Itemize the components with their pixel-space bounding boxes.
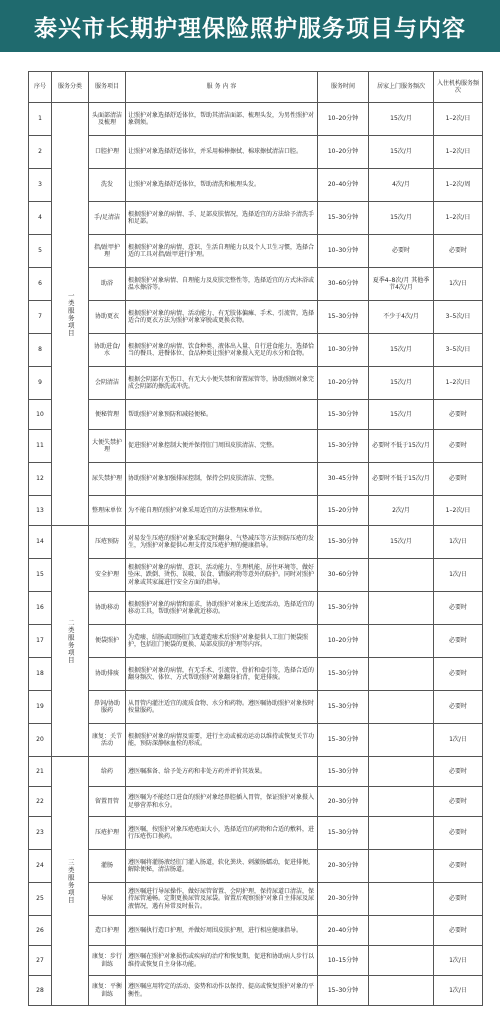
institution-frequency: 3–5次/日: [434, 334, 483, 367]
table-row: [29, 400, 483, 430]
row-number: 10: [29, 400, 52, 430]
row-number: 14: [29, 526, 52, 559]
institution-frequency: 必要时: [434, 430, 483, 463]
service-item: 导尿: [89, 883, 126, 916]
category-cell: 二类服务项目: [52, 526, 89, 757]
service-time: 15–30分钟: [318, 976, 369, 1006]
row-number: 2: [29, 136, 52, 169]
table-row: [29, 559, 483, 592]
table-row: [29, 592, 483, 625]
service-content: 遵医嘱将灌肠液经肛门灌入肠道，软化粪块、刺激肠蠕动，促进排便，解除便秘，清洁肠道。: [126, 850, 318, 883]
service-item: 协助排痰: [89, 658, 126, 691]
table-row: [29, 430, 483, 463]
table-row: [29, 103, 483, 136]
service-item: 协助进食/水: [89, 334, 126, 367]
service-item: 协助更衣: [89, 301, 126, 334]
institution-frequency: 1次/日: [434, 946, 483, 976]
service-time: 30–45分钟: [318, 463, 369, 496]
home-frequency: [369, 787, 434, 817]
service-time: 20–30分钟: [318, 850, 369, 883]
service-item: 康复：平衡训练: [89, 976, 126, 1006]
category-cell: 三类服务项目: [52, 757, 89, 1006]
home-frequency: 15次/月: [369, 202, 434, 235]
service-time: 20–40分钟: [318, 916, 369, 946]
institution-frequency: 必要时: [434, 625, 483, 658]
service-item: 助浴: [89, 268, 126, 301]
service-content: 根据照护对象病情、自理能力及皮肤完整性等，选择适宜的方式沐浴或温水擦浴等。: [126, 268, 318, 301]
service-time: 15–30分钟: [318, 400, 369, 430]
table-row: [29, 883, 483, 916]
home-frequency: [369, 592, 434, 625]
institution-frequency: 必要时: [434, 463, 483, 496]
service-item: 压疮护理: [89, 817, 126, 850]
table-header-row: [29, 72, 483, 103]
service-time: 10–20分钟: [318, 136, 369, 169]
table-row: [29, 916, 483, 946]
service-item: 指/趾甲护理: [89, 235, 126, 268]
institution-frequency: 1次/日: [434, 268, 483, 301]
table-row: [29, 235, 483, 268]
service-content: 根据照护对象的病情、饮食种类、液体出入量、自行进食能力，选择恰当的餐具、进餐体位、食品种类让照护对象摄入充足的水分和食物。: [126, 334, 318, 367]
home-frequency: [369, 850, 434, 883]
service-item: 给药: [89, 757, 126, 787]
service-content: 从胃管内灌注适宜的流质食物、水分和药物。遵医嘱协助照护对象按时按量服药。: [126, 691, 318, 724]
institution-frequency: 1–2次/日: [434, 496, 483, 526]
service-content: 根据照护对象的病情、手、足部皮肤情况，选择适宜的方法给予清洗手和足部。: [126, 202, 318, 235]
institution-frequency: 1–2次/日: [434, 367, 483, 400]
institution-frequency: 必要时: [434, 916, 483, 946]
table-row: [29, 946, 483, 976]
table-row: [29, 136, 483, 169]
service-item: 安全护理: [89, 559, 126, 592]
table-row: [29, 787, 483, 817]
table-row: [29, 202, 483, 235]
row-number: 6: [29, 268, 52, 301]
service-item: 整理床单位: [89, 496, 126, 526]
row-number: 15: [29, 559, 52, 592]
service-content: 根据会阴部有无伤口、有无大小便失禁和留置尿管等，协助照顾对象完成会阴部的擦洗或冲洗。: [126, 367, 318, 400]
table-row: [29, 850, 483, 883]
service-content: 根据照护对象的病情、意识、活动能力、生理机能、居住环境等，做好坠床、跌倒、烫伤、误吸、误食、错服药物等意外的防护。同时对照护对象或其家属进行安全方面的指导。: [126, 559, 318, 592]
service-content: 协助照护对象加强排尿控制，保持会阴皮肤清洁、完整。: [126, 463, 318, 496]
table-row: [29, 463, 483, 496]
home-frequency: 4次/月: [369, 169, 434, 202]
service-item: 鼻饲/协助服药: [89, 691, 126, 724]
table-row: [29, 817, 483, 850]
service-item: 尿失禁护理: [89, 463, 126, 496]
service-content: 遵医嘱应用特定的活动、姿势和动作以保持、提高或恢复照护对象的平衡性。: [126, 976, 318, 1006]
table-row: [29, 526, 483, 559]
institution-frequency: 1次/日: [434, 526, 483, 559]
row-number: 16: [29, 592, 52, 625]
institution-frequency: 1次/日: [434, 724, 483, 757]
service-item: 灌肠: [89, 850, 126, 883]
row-number: 27: [29, 946, 52, 976]
institution-frequency: 必要时: [434, 757, 483, 787]
institution-frequency: 1–2次/周: [434, 169, 483, 202]
institution-frequency: 必要时: [434, 658, 483, 691]
home-frequency: 15次/月: [369, 136, 434, 169]
service-time: 30–60分钟: [318, 268, 369, 301]
home-frequency: 必要时: [369, 235, 434, 268]
home-frequency: 必要时不低于15次/月: [369, 463, 434, 496]
service-content: 根据照护对象的病情及需要，进行主动或被动运动以维持或恢复关节功能，预防深静脉血栓的形成。: [126, 724, 318, 757]
service-content: 根据照护对象的病情，有无手术、引流管、骨折和牵引等，选择合适的翻身频次、体位、方式帮助照护对象翻身拍背，促进排痰。: [126, 658, 318, 691]
service-item: 康复：步行训练: [89, 946, 126, 976]
institution-frequency: 必要时: [434, 850, 483, 883]
service-content: 为造瘘、结肠或回肠肛门改道造瘘术后照护对象提供人工肛门便袋照护，包括肛门便袋的更换、局部皮肤的护理等内容。: [126, 625, 318, 658]
row-number: 24: [29, 850, 52, 883]
institution-frequency: 必要时: [434, 787, 483, 817]
service-item: 留置胃管: [89, 787, 126, 817]
table-body: [29, 103, 483, 1006]
service-item: 压疮预防: [89, 526, 126, 559]
row-number: 17: [29, 625, 52, 658]
header-institution-frequency: 入住机构服务频次: [434, 72, 483, 103]
service-content: 遵医嘱，按照护对象压疮疮面大小，选择适宜的药物和合适的敷料，进行压疮伤口换药。: [126, 817, 318, 850]
service-content: 遵医嘱准备、给予处方药和非处方药并评价其效果。: [126, 757, 318, 787]
service-content: 根据照护对象的病情和需求，协助照护对象床上适度活动，选择适宜的移动工具，帮助照护对象就近移动。: [126, 592, 318, 625]
home-frequency: [369, 658, 434, 691]
institution-frequency: 1–2次/日: [434, 103, 483, 136]
service-time: 30–60分钟: [318, 559, 369, 592]
home-frequency: [369, 559, 434, 592]
service-time: 15–30分钟: [318, 817, 369, 850]
table-row: [29, 169, 483, 202]
table-row: [29, 724, 483, 757]
home-frequency: 不少于4次/月: [369, 301, 434, 334]
home-frequency: [369, 883, 434, 916]
service-content: 遵医嘱在照护对象损伤或疾病的治疗和恢复期，促进和协助病人步行以维持或恢复自主身体功能。: [126, 946, 318, 976]
home-frequency: [369, 916, 434, 946]
row-number: 7: [29, 301, 52, 334]
home-frequency: [369, 946, 434, 976]
header-time: 服务时间: [318, 72, 369, 103]
service-content: 让照护对象选择舒适体位，帮助清洗和梳理头发。: [126, 169, 318, 202]
row-number: 19: [29, 691, 52, 724]
service-time: 20–40分钟: [318, 169, 369, 202]
service-content: 遵医嘱执行造口护理，并做好周围皮肤护理，进行相应健康指导。: [126, 916, 318, 946]
institution-frequency: 1次/日: [434, 559, 483, 592]
row-number: 21: [29, 757, 52, 787]
service-item: 造口护理: [89, 916, 126, 946]
service-time: 15–30分钟: [318, 430, 369, 463]
service-content: 对易发生压疮的照护对象采取定时翻身、气垫减压等方法预防压疮的发生，为照护对象提供心理支持及压疮护理的健康指导。: [126, 526, 318, 559]
service-content: 让照护对象选择舒适体位，帮助其清洁面部、梳理头发，为男性照护对象剃须。: [126, 103, 318, 136]
service-table-wrapper: [28, 71, 482, 1006]
service-time: 15–30分钟: [318, 592, 369, 625]
service-time: 15–30分钟: [318, 202, 369, 235]
table-row: [29, 625, 483, 658]
row-number: 26: [29, 916, 52, 946]
institution-frequency: 1–2次/日: [434, 202, 483, 235]
row-number: 12: [29, 463, 52, 496]
home-frequency: 15次/月: [369, 400, 434, 430]
table-row: [29, 976, 483, 1006]
row-number: 23: [29, 817, 52, 850]
service-time: 15–20分钟: [318, 496, 369, 526]
home-frequency: [369, 691, 434, 724]
service-content: 根据照护对象的病情、意识、生活自理能力以及个人卫生习惯，选择合适的工具对指/趾甲进行护理。: [126, 235, 318, 268]
row-number: 13: [29, 496, 52, 526]
institution-frequency: 必要时: [434, 400, 483, 430]
service-time: 15–30分钟: [318, 526, 369, 559]
service-table: [28, 71, 483, 1006]
institution-frequency: 1–2次/日: [434, 136, 483, 169]
page-title: 泰兴市长期护理保险照护服务项目与内容: [0, 0, 500, 52]
service-content: 帮助照护对象预防和减轻便秘。: [126, 400, 318, 430]
home-frequency: [369, 724, 434, 757]
service-time: 10–30分钟: [318, 334, 369, 367]
service-content: 遵医嘱进行导尿操作，做好尿管留置、会阴护理，保持尿道口清洁，保持尿管通畅。定期更换尿管及尿袋。留置后观察照护对象自主排尿及尿液情况，遇有异常及时报告。: [126, 883, 318, 916]
home-frequency: [369, 817, 434, 850]
header-home-frequency: 居家上门服务频次: [369, 72, 434, 103]
table-row: [29, 268, 483, 301]
table-row: [29, 757, 483, 787]
service-item: 康复：关节活动: [89, 724, 126, 757]
table-row: [29, 691, 483, 724]
row-number: 1: [29, 103, 52, 136]
home-frequency: 夏季4–8次/月 其他季节4次/月: [369, 268, 434, 301]
service-content: 遵医嘱为不能经口进食的照护对象经鼻腔插入胃管，保证照护对象摄入足够营养和水分。: [126, 787, 318, 817]
service-time: 10–20分钟: [318, 103, 369, 136]
row-number: 22: [29, 787, 52, 817]
service-item: 便秘管理: [89, 400, 126, 430]
service-item: 便袋照护: [89, 625, 126, 658]
header-item: 服务项目: [89, 72, 126, 103]
service-time: 20–30分钟: [318, 787, 369, 817]
table-row: [29, 301, 483, 334]
institution-frequency: 必要时: [434, 691, 483, 724]
service-time: 15–30分钟: [318, 724, 369, 757]
service-item: 协助移动: [89, 592, 126, 625]
home-frequency: 2次/月: [369, 496, 434, 526]
table-row: [29, 658, 483, 691]
service-time: 10–20分钟: [318, 625, 369, 658]
service-time: 10–30分钟: [318, 235, 369, 268]
service-item: 口腔护理: [89, 136, 126, 169]
home-frequency: 15次/月: [369, 334, 434, 367]
service-item: 头面部清洁及梳理: [89, 103, 126, 136]
service-item: 手/足清洁: [89, 202, 126, 235]
row-number: 5: [29, 235, 52, 268]
row-number: 18: [29, 658, 52, 691]
institution-frequency: 必要时: [434, 883, 483, 916]
institution-frequency: 1次/日: [434, 976, 483, 1006]
table-row: [29, 334, 483, 367]
row-number: 11: [29, 430, 52, 463]
institution-frequency: 3–5次/日: [434, 301, 483, 334]
service-time: 10–15分钟: [318, 946, 369, 976]
header-no: 序号: [29, 72, 52, 103]
service-time: 20–30分钟: [318, 883, 369, 916]
home-frequency: 必要时不低于15次/月: [369, 430, 434, 463]
row-number: 4: [29, 202, 52, 235]
home-frequency: 15次/月: [369, 103, 434, 136]
home-frequency: [369, 976, 434, 1006]
home-frequency: [369, 757, 434, 787]
header-category: 服务分类: [52, 72, 89, 103]
service-time: 15–30分钟: [318, 658, 369, 691]
home-frequency: [369, 625, 434, 658]
row-number: 20: [29, 724, 52, 757]
institution-frequency: 必要时: [434, 235, 483, 268]
row-number: 25: [29, 883, 52, 916]
row-number: 3: [29, 169, 52, 202]
table-row: [29, 367, 483, 400]
service-item: 会阴清洁: [89, 367, 126, 400]
table-row: [29, 496, 483, 526]
row-number: 8: [29, 334, 52, 367]
service-time: 15–30分钟: [318, 691, 369, 724]
row-number: 28: [29, 976, 52, 1006]
institution-frequency: 必要时: [434, 592, 483, 625]
service-content: 促进照护对象控制大便并保持肛门周围皮肤清洁、完整。: [126, 430, 318, 463]
category-cell: 一类服务项目: [52, 103, 89, 526]
service-time: 15–30分钟: [318, 301, 369, 334]
service-item: 大便失禁护理: [89, 430, 126, 463]
service-content: 根据照护对象的病情、活动能力、有无肢体偏瘫、手术、引流管，选择适合的更衣方法为照护对象穿脱或更换衣物。: [126, 301, 318, 334]
home-frequency: 15次/月: [369, 526, 434, 559]
service-time: 10–20分钟: [318, 367, 369, 400]
institution-frequency: 必要时: [434, 817, 483, 850]
service-content: 让照护对象选择舒适体位，并采用棉棒擦拭、棉球擦拭清洁口腔。: [126, 136, 318, 169]
service-content: 为不能自理的照护对象采用适宜的方法整理床单位。: [126, 496, 318, 526]
home-frequency: 15次/月: [369, 367, 434, 400]
service-item: 洗发: [89, 169, 126, 202]
row-number: 9: [29, 367, 52, 400]
header-content: 服 务 内 容: [126, 72, 318, 103]
service-time: 15–30分钟: [318, 757, 369, 787]
